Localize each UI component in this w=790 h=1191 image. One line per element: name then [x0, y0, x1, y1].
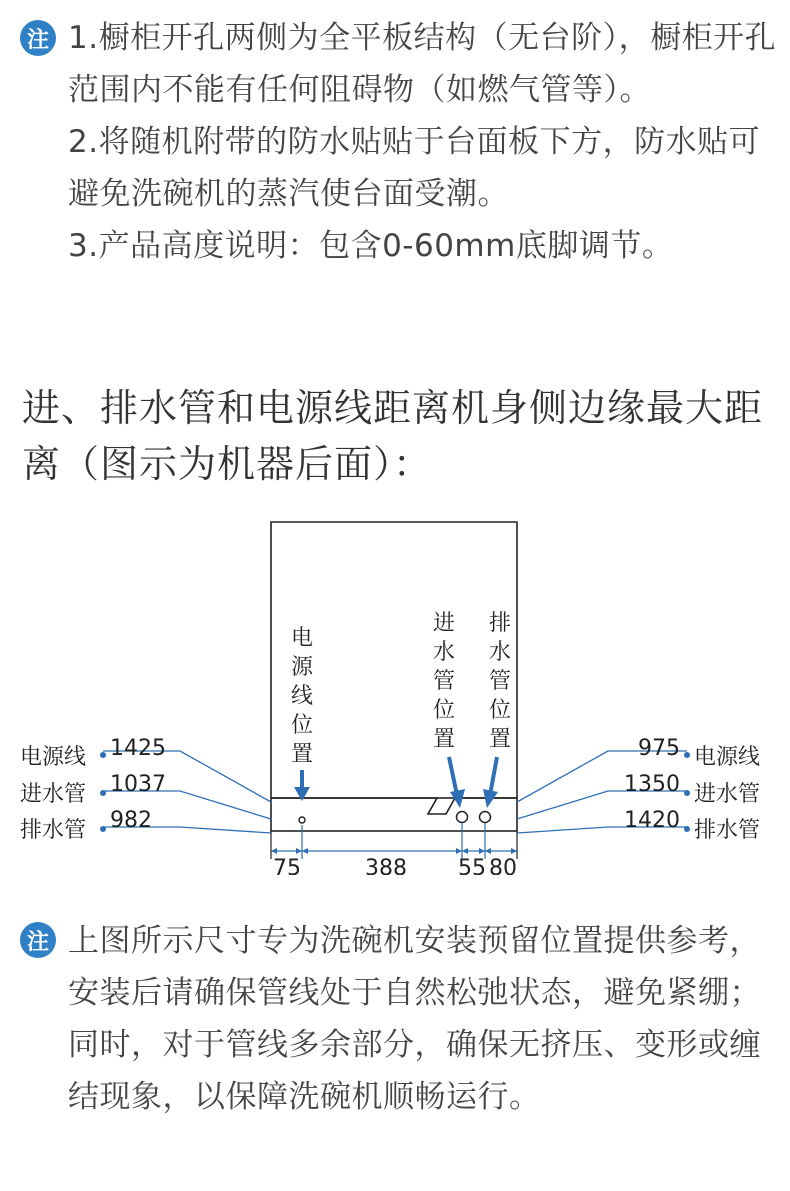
drain-hole	[480, 812, 491, 823]
left-callout-name: 进水管	[20, 782, 87, 807]
power-position-char: 电	[290, 626, 314, 651]
right-callout-dot	[684, 752, 690, 758]
dimension-label: 80	[489, 856, 517, 875]
inlet-hole	[457, 812, 468, 823]
left-callout-name: 排水管	[20, 818, 87, 843]
drain-position-char: 水	[488, 640, 512, 665]
dishwasher-rear-diagram	[0, 515, 790, 875]
drain-position-char: 置	[488, 727, 512, 752]
note-icon: 注	[20, 922, 56, 958]
power-outlet-hole	[299, 817, 305, 823]
right-callout-value: 975	[638, 736, 680, 761]
power-position-char: 位	[290, 713, 314, 738]
left-callout-value: 1037	[110, 772, 166, 797]
right-callout-name: 排水管	[694, 818, 761, 843]
right-callout-value: 1420	[624, 808, 680, 833]
left-callout-name: 电源线	[20, 745, 87, 770]
top-notes	[68, 12, 780, 272]
bottom-note	[68, 915, 780, 1123]
drain-position-char: 排	[488, 611, 512, 636]
left-callout-dot	[100, 826, 106, 832]
dimension-label: 55	[458, 856, 486, 875]
left-callout-value: 982	[110, 808, 152, 833]
power-position-char: 线	[290, 684, 314, 709]
inlet-position-char: 进	[432, 611, 456, 636]
right-callout-name: 电源线	[694, 745, 761, 770]
inlet-position-char: 管	[432, 669, 456, 694]
left-callout-dot	[100, 790, 106, 796]
power-arrowhead-icon	[294, 787, 310, 801]
drain-position-char: 位	[488, 698, 512, 723]
left-callout-value: 1425	[110, 736, 166, 761]
drain-position-char: 管	[488, 669, 512, 694]
left-callout-dot	[100, 752, 106, 758]
inlet-position-char: 位	[432, 698, 456, 723]
note-item-1: 1.橱柜开孔两侧为全平板结构（无台阶），橱柜开孔范围内不能有任何阻碍物（如燃气管等）。	[68, 20, 777, 108]
note-item-2: 2.将随机附带的防水贴贴于台面板下方，防水贴可避免洗碗机的蒸汽使台面受潮。	[68, 124, 761, 212]
power-position-char: 源	[290, 655, 314, 680]
drain-arrow-icon	[490, 757, 497, 795]
inlet-position-char: 置	[432, 727, 456, 752]
right-callout-dot	[684, 790, 690, 796]
right-callout-name: 进水管	[694, 782, 761, 807]
inlet-arrow-icon	[449, 757, 457, 795]
note-icon: 注	[20, 20, 56, 56]
bottom-note-text: 上图所示尺寸专为洗碗机安装预留位置提供参考，安装后请确保管线处于自然松弛状态，避免紧绷；同时，对于管线多余部分，确保无挤压、变形或缠结现象，以保障洗碗机顺畅运行。	[68, 923, 761, 1115]
note-item-3: 3.产品高度说明：包含0-60mm底脚调节。	[68, 228, 674, 264]
power-position-char: 置	[290, 742, 314, 767]
dimension-label: 75	[273, 856, 301, 875]
inlet-position-char: 水	[432, 640, 456, 665]
right-callout-value: 1350	[624, 772, 680, 797]
section-heading: 进、排水管和电源线距离机身侧边缘最大距离（图示为机器后面）：	[22, 386, 764, 486]
right-callout-dot	[684, 826, 690, 832]
dimension-label: 388	[365, 856, 407, 875]
